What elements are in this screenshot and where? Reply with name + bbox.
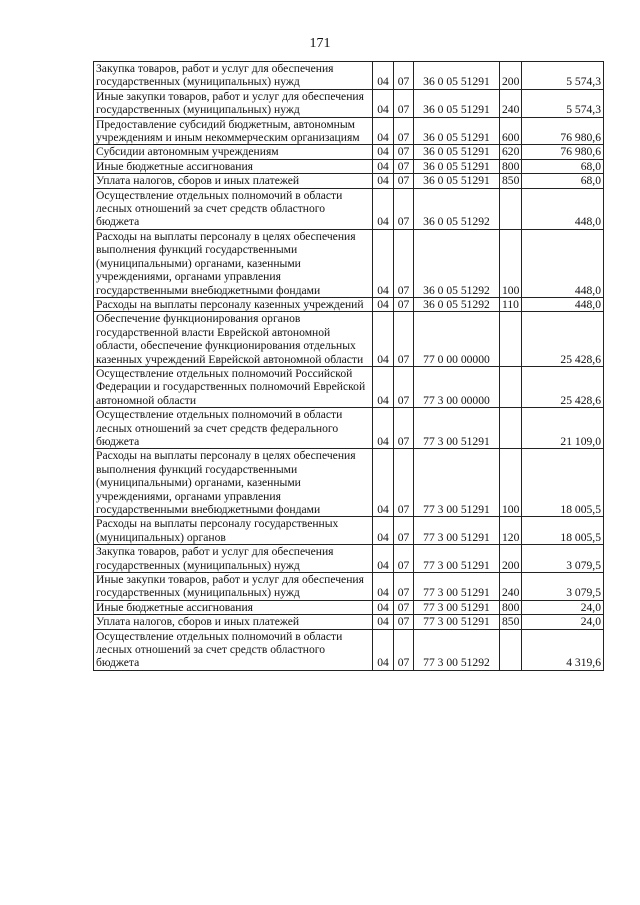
table-row (94, 62, 604, 90)
table-row (94, 449, 604, 517)
row-section-code: 04 (373, 62, 394, 90)
row-subsection-code: 07 (394, 517, 414, 545)
table-row (94, 229, 604, 297)
row-expense-type-code: 200 (500, 62, 522, 90)
row-description: Расходы на выплаты персоналу в целях обеспечения выполнения функций государственными (муниципальными) органами, казенными учреждениями, органами управления государственными внебюджетными фондами (94, 449, 373, 517)
row-target-article-code: 36 0 05 51291 (414, 174, 500, 188)
row-subsection-code: 07 (394, 159, 414, 173)
row-section-code: 04 (373, 312, 394, 367)
table-row (94, 159, 604, 173)
row-amount: 76 980,6 (522, 145, 604, 159)
row-target-article-code: 36 0 05 51291 (414, 62, 500, 90)
table-row (94, 600, 604, 614)
row-amount: 448,0 (522, 229, 604, 297)
row-section-code: 04 (373, 517, 394, 545)
row-expense-type-code: 240 (500, 89, 522, 117)
row-amount: 68,0 (522, 159, 604, 173)
row-section-code: 04 (373, 188, 394, 229)
row-description: Закупка товаров, работ и услуг для обеспечения государственных (муниципальных) нужд (94, 62, 373, 90)
row-subsection-code: 07 (394, 117, 414, 145)
row-expense-type-code: 850 (500, 174, 522, 188)
row-amount: 18 005,5 (522, 449, 604, 517)
row-amount: 448,0 (522, 188, 604, 229)
row-section-code: 04 (373, 615, 394, 629)
row-target-article-code: 77 0 00 00000 (414, 312, 500, 367)
row-amount: 5 574,3 (522, 89, 604, 117)
row-section-code: 04 (373, 297, 394, 311)
row-expense-type-code (500, 408, 522, 449)
table-row (94, 312, 604, 367)
row-description: Уплата налогов, сборов и иных платежей (94, 615, 373, 629)
row-target-article-code: 77 3 00 00000 (414, 366, 500, 407)
row-amount: 5 574,3 (522, 62, 604, 90)
row-target-article-code: 77 3 00 51291 (414, 600, 500, 614)
row-expense-type-code (500, 188, 522, 229)
row-subsection-code: 07 (394, 312, 414, 367)
row-description: Закупка товаров, работ и услуг для обеспечения государственных (муниципальных) нужд (94, 545, 373, 573)
row-expense-type-code: 110 (500, 297, 522, 311)
row-amount: 18 005,5 (522, 517, 604, 545)
row-target-article-code: 36 0 05 51291 (414, 159, 500, 173)
row-expense-type-code: 100 (500, 229, 522, 297)
row-subsection-code: 07 (394, 366, 414, 407)
table-row (94, 408, 604, 449)
row-section-code: 04 (373, 408, 394, 449)
row-expense-type-code: 620 (500, 145, 522, 159)
row-description: Предоставление субсидий бюджетным, автономным учреждениям и иным некоммерческим организациям (94, 117, 373, 145)
row-description: Расходы на выплаты персоналу в целях обеспечения выполнения функций государственными (муниципальными) органами, казенными учреждениями, органами управления государственными внебюджетными фондами (94, 229, 373, 297)
row-expense-type-code: 800 (500, 600, 522, 614)
table-row (94, 297, 604, 311)
row-description: Иные закупки товаров, работ и услуг для обеспечения государственных (муниципальных) нужд (94, 89, 373, 117)
row-amount: 3 079,5 (522, 545, 604, 573)
table-row (94, 573, 604, 601)
budget-table (93, 61, 604, 671)
row-target-article-code: 36 0 05 51291 (414, 117, 500, 145)
row-description: Осуществление отдельных полномочий в области лесных отношений за счет средств федерального бюджета (94, 408, 373, 449)
row-description: Иные бюджетные ассигнования (94, 159, 373, 173)
row-subsection-code: 07 (394, 545, 414, 573)
row-description: Субсидии автономным учреждениям (94, 145, 373, 159)
row-description: Осуществление отдельных полномочий в области лесных отношений за счет средств областного бюджета (94, 629, 373, 670)
row-target-article-code: 77 3 00 51291 (414, 615, 500, 629)
row-subsection-code: 07 (394, 174, 414, 188)
row-section-code: 04 (373, 600, 394, 614)
table-row (94, 517, 604, 545)
row-expense-type-code: 200 (500, 545, 522, 573)
row-section-code: 04 (373, 449, 394, 517)
row-expense-type-code: 800 (500, 159, 522, 173)
row-expense-type-code: 100 (500, 449, 522, 517)
row-subsection-code: 07 (394, 89, 414, 117)
row-subsection-code: 07 (394, 408, 414, 449)
table-row (94, 615, 604, 629)
row-amount: 25 428,6 (522, 312, 604, 367)
row-subsection-code: 07 (394, 449, 414, 517)
row-target-article-code: 77 3 00 51291 (414, 449, 500, 517)
row-target-article-code: 36 0 05 51291 (414, 89, 500, 117)
row-subsection-code: 07 (394, 229, 414, 297)
row-target-article-code: 77 3 00 51291 (414, 545, 500, 573)
table-row (94, 188, 604, 229)
table-row (94, 145, 604, 159)
row-expense-type-code (500, 312, 522, 367)
row-target-article-code: 36 0 05 51292 (414, 188, 500, 229)
row-target-article-code: 77 3 00 51292 (414, 629, 500, 670)
row-expense-type-code: 240 (500, 573, 522, 601)
row-section-code: 04 (373, 545, 394, 573)
row-section-code: 04 (373, 229, 394, 297)
row-section-code: 04 (373, 573, 394, 601)
row-section-code: 04 (373, 174, 394, 188)
row-section-code: 04 (373, 366, 394, 407)
row-amount: 21 109,0 (522, 408, 604, 449)
row-expense-type-code: 850 (500, 615, 522, 629)
row-amount: 3 079,5 (522, 573, 604, 601)
row-description: Расходы на выплаты персоналу казенных учреждений (94, 297, 373, 311)
page-number: 171 (309, 36, 331, 51)
row-description: Расходы на выплаты персоналу государственных (муниципальных) органов (94, 517, 373, 545)
row-target-article-code: 36 0 05 51292 (414, 297, 500, 311)
row-amount: 24,0 (522, 600, 604, 614)
row-subsection-code: 07 (394, 615, 414, 629)
row-amount: 68,0 (522, 174, 604, 188)
row-expense-type-code (500, 629, 522, 670)
table-row (94, 174, 604, 188)
row-amount: 25 428,6 (522, 366, 604, 407)
row-amount: 4 319,6 (522, 629, 604, 670)
table-row (94, 545, 604, 573)
row-subsection-code: 07 (394, 600, 414, 614)
row-target-article-code: 77 3 00 51291 (414, 408, 500, 449)
table-row (94, 629, 604, 670)
table-row (94, 366, 604, 407)
row-section-code: 04 (373, 117, 394, 145)
row-section-code: 04 (373, 159, 394, 173)
row-section-code: 04 (373, 89, 394, 117)
row-amount: 24,0 (522, 615, 604, 629)
row-subsection-code: 07 (394, 62, 414, 90)
row-description: Осуществление отдельных полномочий Российской Федерации и государственных полномочий Еврейской автономной области (94, 366, 373, 407)
row-description: Уплата налогов, сборов и иных платежей (94, 174, 373, 188)
row-description: Иные бюджетные ассигнования (94, 600, 373, 614)
row-target-article-code: 77 3 00 51291 (414, 573, 500, 601)
row-expense-type-code (500, 366, 522, 407)
table-row (94, 89, 604, 117)
row-section-code: 04 (373, 145, 394, 159)
row-expense-type-code: 120 (500, 517, 522, 545)
row-description: Осуществление отдельных полномочий в области лесных отношений за счет средств областного бюджета (94, 188, 373, 229)
table-row (94, 117, 604, 145)
row-amount: 76 980,6 (522, 117, 604, 145)
row-target-article-code: 77 3 00 51291 (414, 517, 500, 545)
row-subsection-code: 07 (394, 573, 414, 601)
row-section-code: 04 (373, 629, 394, 670)
row-subsection-code: 07 (394, 188, 414, 229)
row-expense-type-code: 600 (500, 117, 522, 145)
budget-table-body (94, 62, 604, 671)
row-subsection-code: 07 (394, 629, 414, 670)
row-target-article-code: 36 0 05 51291 (414, 145, 500, 159)
row-amount: 448,0 (522, 297, 604, 311)
row-target-article-code: 36 0 05 51292 (414, 229, 500, 297)
row-description: Иные закупки товаров, работ и услуг для обеспечения государственных (муниципальных) нужд (94, 573, 373, 601)
row-subsection-code: 07 (394, 145, 414, 159)
row-subsection-code: 07 (394, 297, 414, 311)
row-description: Обеспечение функционирования органов государственной власти Еврейской автономной области, обеспечение функционирования отдельных казенных учреждений Еврейской автономной области (94, 312, 373, 367)
